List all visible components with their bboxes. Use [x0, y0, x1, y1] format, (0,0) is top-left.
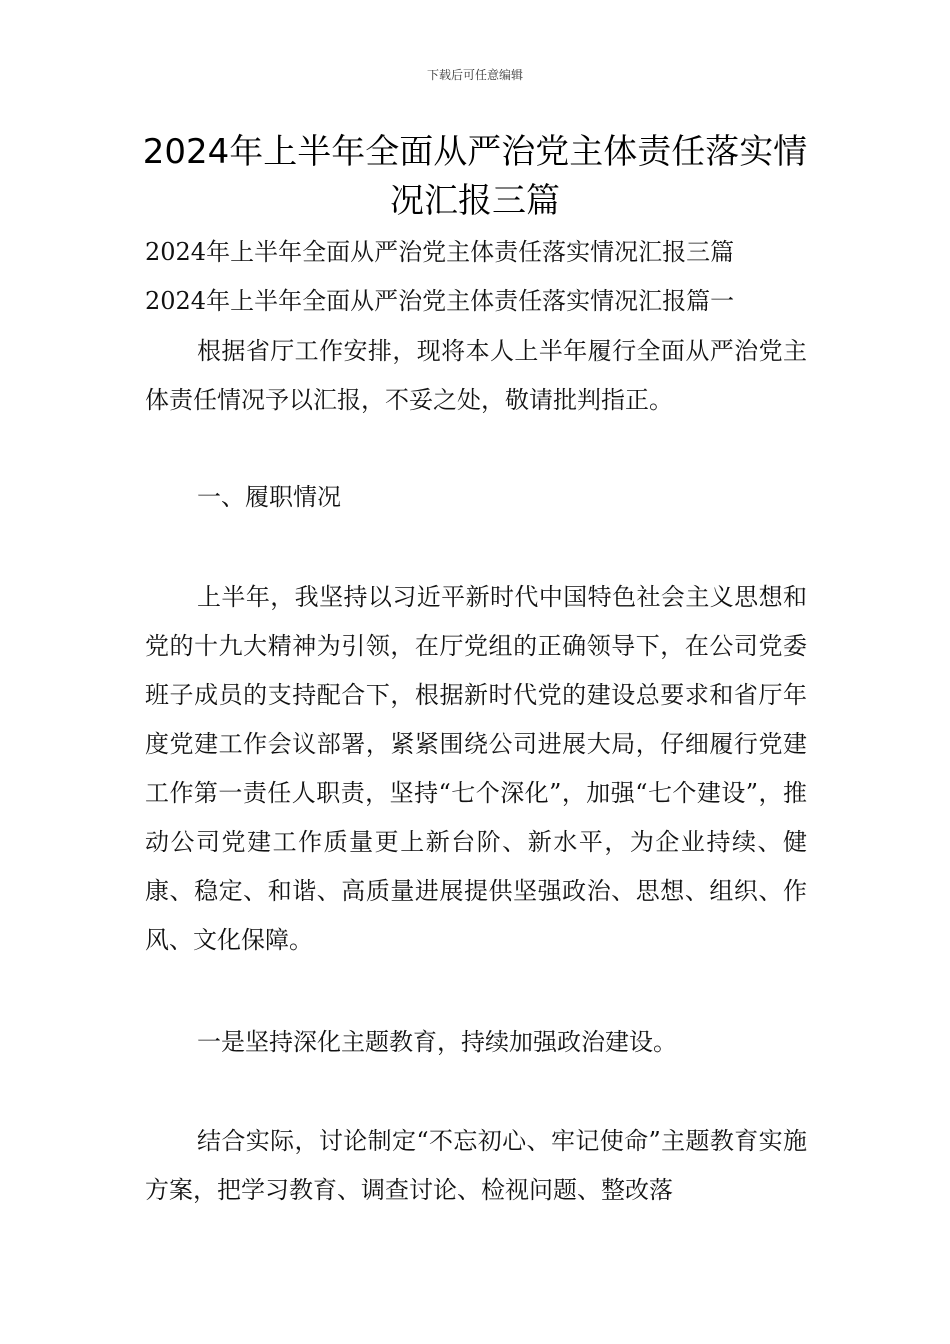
body-paragraph-continued: 结合实际，讨论制定“不忘初心、牢记使命”主题教育实施方案，把学习教育、调查讨论、检视问题、整改落: [145, 1127, 807, 1204]
subtitle-line-1: 2024年上半年全面从严治党主体责任落实情况汇报三篇: [145, 238, 735, 266]
body-paragraph: 上半年，我坚持以习近平新时代中国特色社会主义思想和党的十九大精神为引领，在厅党组的正确领导下，在公司党委班子成员的支持配合下，根据新时代党的建设总要求和省厅年度党建工作会议部署，紧紧围绕公司进展大局，仔细履行党建工作第一责任人职责，坚持“七个深化”，加强“七个建设”，推动公司党建工作质量更上新台阶、新水平，为企业持续、健康、稳定、和谐、高质量进展提供坚强政治、思想、组织、作风、文化保障。: [145, 583, 807, 954]
section-heading: 一、履职情况: [197, 483, 341, 511]
header-note: 下载后可任意编辑: [426, 68, 523, 82]
document-title: 2024年上半年全面从严治党主体责任落实情况汇报三篇: [142, 132, 808, 221]
point-heading: 一是坚持深化主题教育，持续加强政治建设。: [197, 1028, 677, 1056]
subtitle-line-2: 2024年上半年全面从严治党主体责任落实情况汇报篇一: [145, 287, 735, 315]
intro-paragraph: 根据省厅工作安排，现将本人上半年履行全面从严治党主体责任情况予以汇报，不妥之处，敬请批判指正。: [145, 337, 807, 414]
